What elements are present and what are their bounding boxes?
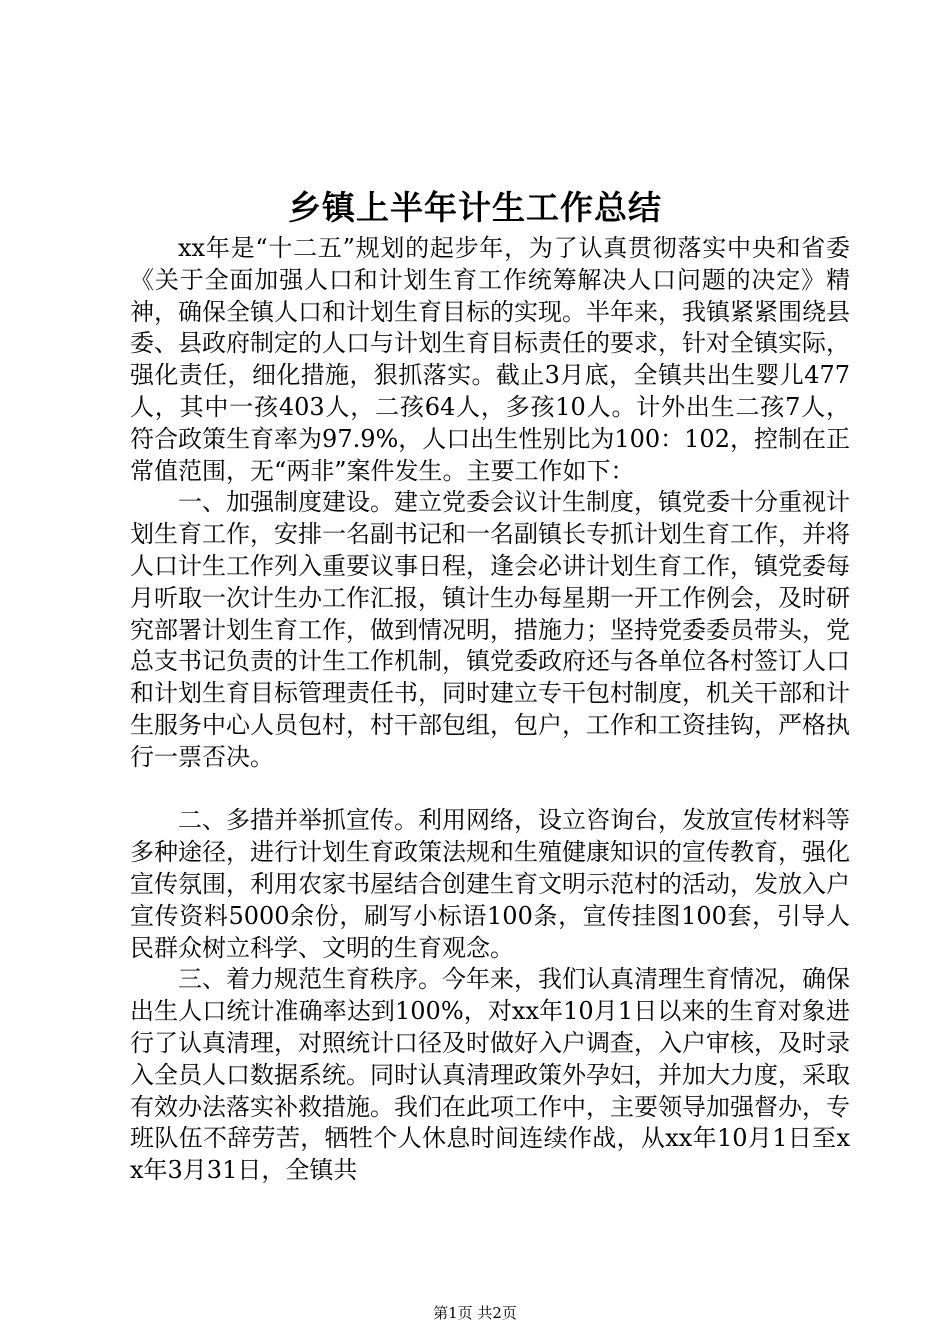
paragraph-publicity: 二、多措并举抓宣传。利用网络，设立咨询台，发放宣传材料等多种途径，进行计划生育政策法规和生殖健康知识的宣传教育，强化宣传氛围，利用农家书屋结合创建生育文明示范村的活动，发放入户宣传资料5000余份，刷写小标语100条，宣传挂图100套，引导人民群众树立科学、文明的生育观念。 [130, 806, 850, 962]
paragraph-intro: xx年是“十二五”规划的起步年，为了认真贯彻落实中央和省委《关于全面加强人口和计划生育工作统筹解决人口问题的决定》精神，确保全镇人口和计划生育目标的实现。半年来，我镇紧紧围绕县委、县政府制定的人口与计划生育目标责任的要求，针对全镇实际，强化责任，细化措施，狠抓落实。截止3月底，全镇共出生婴儿477人，其中一孩403人，二孩64人，多孩10人。计外出生二孩7人，符合政策生育率为97.9%，人口出生性别比为100：102，控制在正常值范围，无“两非”案件发生。主要工作如下： [130, 234, 850, 485]
blank-line [130, 774, 850, 806]
document-body [130, 233, 850, 1187]
paragraph-system-building: 一、加强制度建设。建立党委会议计生制度，镇党委十分重视计划生育工作，安排一名副书记和一名副镇长专抓计划生育工作，并将人口计生工作列入重要议事日程，逢会必讲计划生育工作，镇党委每月听取一次计生办工作汇报，镇计生办每星期一开工作例会，及时研究部署计划生育工作，做到情况明，措施力；坚持党委委员带头，党总支书记负责的计生工作机制，镇党委政府还与各单位各村签订人口和计划生育目标管理责任书，同时建立专干包村制度，机关干部和计生服务中心人员包村，村干部包组，包户，工作和工资挂钩，严格执行一票否决。 [130, 488, 850, 771]
document-title: 乡镇上半年计生工作总结 [288, 188, 662, 227]
page-footer: 第1页 共2页 [433, 1304, 517, 1322]
paragraph-birth-order: 三、着力规范生育秩序。今年来，我们认真清理生育情况，确保出生人口统计准确率达到100%，对xx年10月1日以来的生育对象进行了认真清理，对照统计口径及时做好入户调查，入户审核，及时录入全员人口数据系统。同时认真清理政策外孕妇，并加大力度，采取有效办法落实补救措施。我们在此项工作中，主要领导加强督办，专班队伍不辞劳苦，牺牲个人休息时间连续作战，从xx年10月1日至xx年3月31日，全镇共 [130, 965, 850, 1185]
